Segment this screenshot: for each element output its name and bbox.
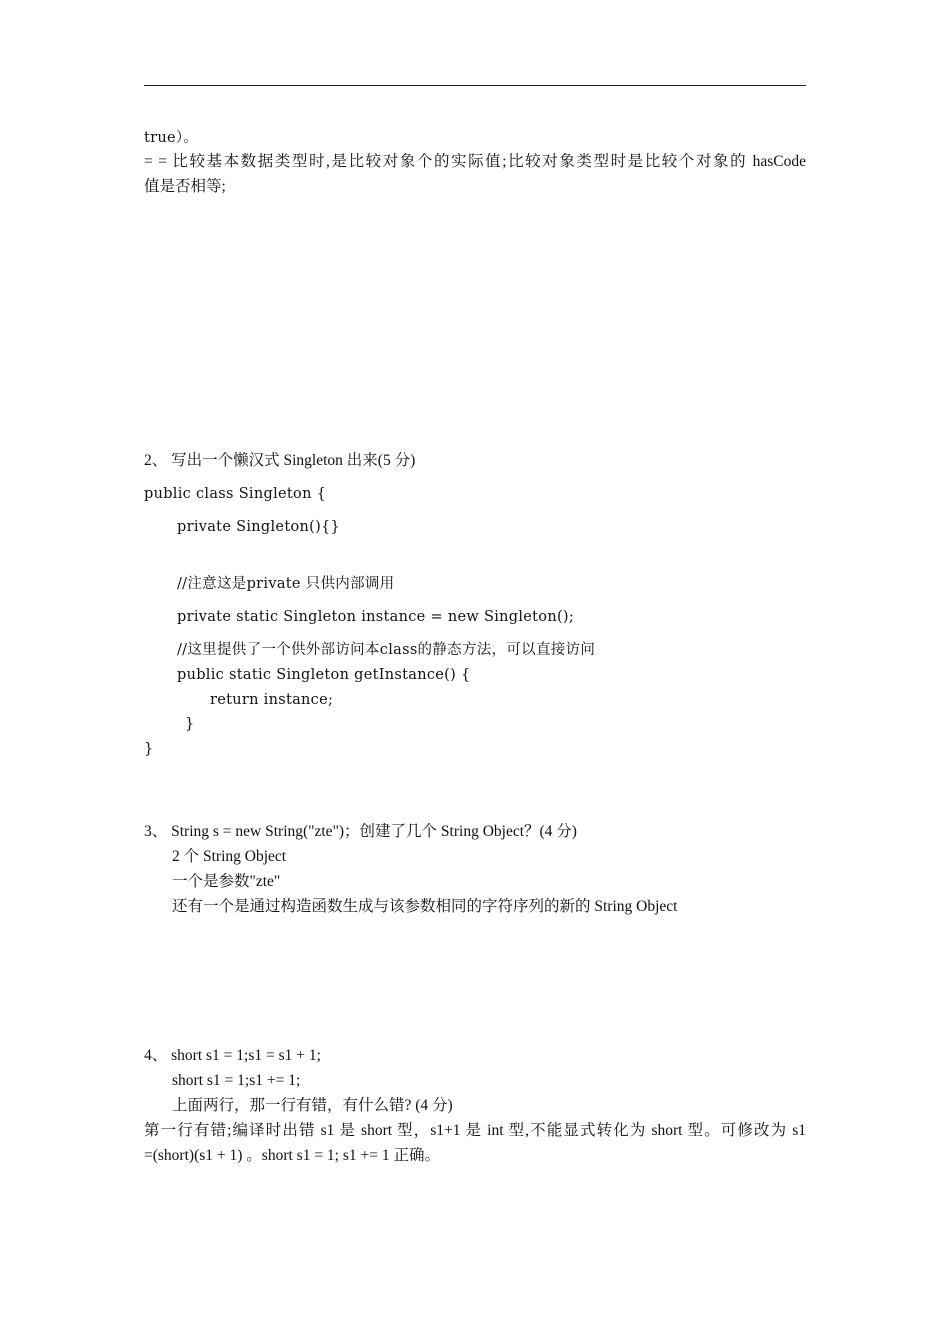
answer-line: 一个是参数"zte" [172, 873, 281, 890]
code-line: public static Singleton getInstance() { [177, 667, 471, 683]
code-line: private Singleton(){} [177, 519, 341, 535]
code-line: } [185, 716, 195, 732]
question-heading: 2、 写出一个懒汉式 Singleton 出来(5 分) [144, 452, 416, 469]
code-comment: //注意这是private 只供内部调用 [177, 576, 395, 592]
text-line: = = 比较基本数据类型时,是比较对象个的实际值;比较对象类型时是比较个对象的 hasCode [144, 153, 806, 170]
question-line: 上面两行，那一行有错，有什么错? (4 分) [172, 1097, 453, 1114]
text-line: true）。 [144, 130, 199, 146]
answer-line: 2 个 String Object [172, 848, 287, 865]
answer-line: =(short)(s1 + 1) 。short s1 = 1; s1 += 1 正确。 [144, 1147, 441, 1164]
header-rule [144, 85, 806, 86]
code-comment: //这里提供了一个供外部访问本class的静态方法，可以直接访问 [177, 642, 596, 658]
question-line: short s1 = 1;s1 += 1; [172, 1072, 301, 1089]
code-line: private static Singleton instance = new Singleton(); [177, 609, 575, 625]
answer-line: 第一行有错;编译时出错 s1 是 short 型，s1+1 是 int 型,不能显式转化为 short 型。可修改为 s1 [144, 1122, 806, 1139]
question-heading: 3、 String s = new String("zte")；创建了几个 String Object？(4 分) [144, 823, 577, 840]
question-heading: 4、 short s1 = 1;s1 = s1 + 1; [144, 1047, 321, 1064]
code-line: public class Singleton { [144, 486, 327, 502]
code-line: } [144, 741, 154, 757]
text-line: 值是否相等; [144, 178, 226, 195]
answer-line: 还有一个是通过构造函数生成与该参数相同的字符序列的新的 String Object [172, 898, 678, 915]
code-line: return instance; [210, 692, 334, 708]
